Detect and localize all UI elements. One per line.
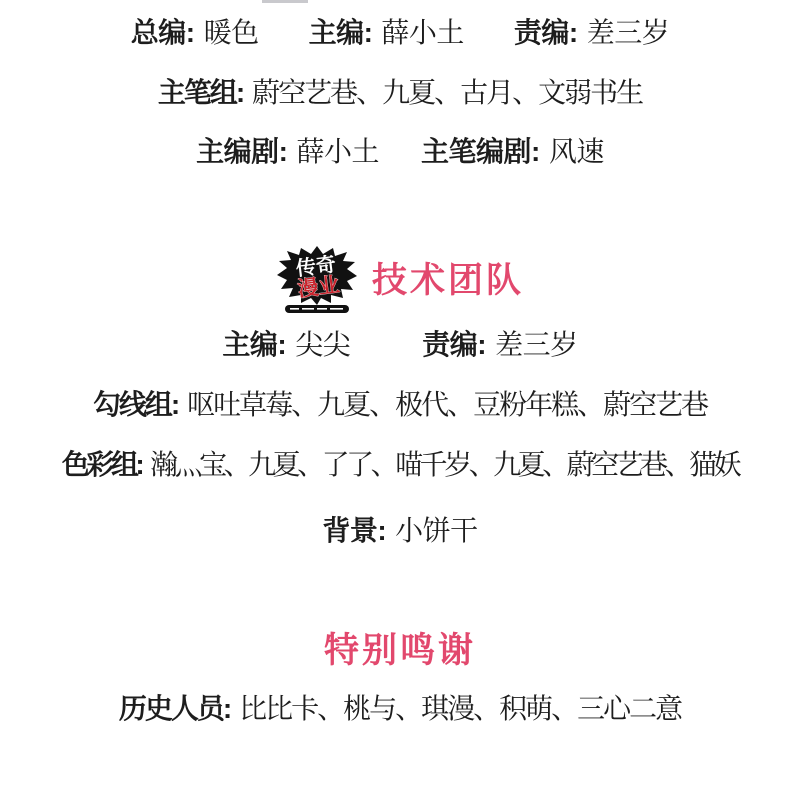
logo-burst-graphic — [276, 245, 358, 315]
credit-value: 尖尖 — [295, 329, 351, 360]
row-color-team — [0, 448, 800, 482]
credit-value: 呕吐草莓、九夏、极代、豆粉年糕、蔚空艺巷 — [187, 389, 708, 420]
row-tech-editors — [0, 328, 800, 362]
credit-value: 差三岁 — [586, 17, 670, 48]
credit-label: 主编: — [308, 17, 373, 48]
tech-team-heading: 技术团队 — [371, 260, 524, 300]
logo-line1-text: 传奇 — [294, 253, 338, 281]
credit-pair — [514, 16, 669, 50]
credit-pair — [309, 16, 464, 50]
logo-line2-text: 漫业 — [296, 273, 341, 302]
credit-value: 暖色 — [203, 17, 259, 48]
credit-pair — [422, 328, 577, 362]
credit-value: 薛小土 — [296, 136, 379, 167]
credit-label: 主编: — [222, 329, 287, 360]
credit-value: 瀚灬宝、九夏、了了、喵千岁、九夏、蔚空艺巷、猫妖 — [150, 449, 739, 480]
credit-pair — [196, 135, 379, 169]
credit-value: 比比卡、桃与、琪漫、积萌、三心二意 — [239, 693, 682, 724]
credit-pair — [119, 692, 681, 726]
credit-value: 风速 — [548, 136, 604, 167]
credit-label: 责编: — [422, 329, 487, 360]
tech-team-header — [0, 244, 800, 316]
credit-value: 小饼干 — [395, 515, 478, 546]
row-background-artist — [0, 514, 800, 548]
credit-pair — [93, 388, 707, 422]
credit-value: 蔚空艺巷、九夏、古月、文弱书生 — [252, 77, 643, 108]
credit-label: 历史人员: — [118, 693, 231, 724]
row-history-members — [0, 692, 800, 726]
credit-pair — [222, 328, 350, 362]
credit-pair — [158, 76, 642, 110]
credit-label: 总编: — [130, 17, 195, 48]
row-lineart-team — [0, 388, 800, 422]
row-scriptwriters — [0, 135, 800, 169]
credit-label: 背景: — [322, 515, 387, 546]
credit-pair — [421, 135, 604, 169]
credit-label: 色彩组: — [61, 449, 142, 480]
credit-pair — [131, 16, 259, 50]
credit-label: 勾线组: — [92, 389, 179, 420]
row-chief-editors — [0, 16, 800, 50]
special-thanks-heading: 特别鸣谢 — [323, 630, 476, 670]
credit-label: 主笔组: — [157, 77, 244, 108]
credit-value: 差三岁 — [495, 329, 578, 360]
credit-pair — [322, 514, 477, 548]
credit-label: 责编: — [513, 17, 578, 48]
credit-pair — [62, 448, 738, 482]
credit-value: 薛小土 — [381, 17, 464, 48]
credit-label: 主笔编剧: — [421, 136, 540, 167]
special-thanks-header — [0, 630, 800, 670]
top-crop-artifact — [262, 0, 308, 3]
credit-label: 主编剧: — [196, 136, 288, 167]
row-lead-artists — [0, 76, 800, 110]
publisher-logo-icon — [276, 245, 358, 315]
